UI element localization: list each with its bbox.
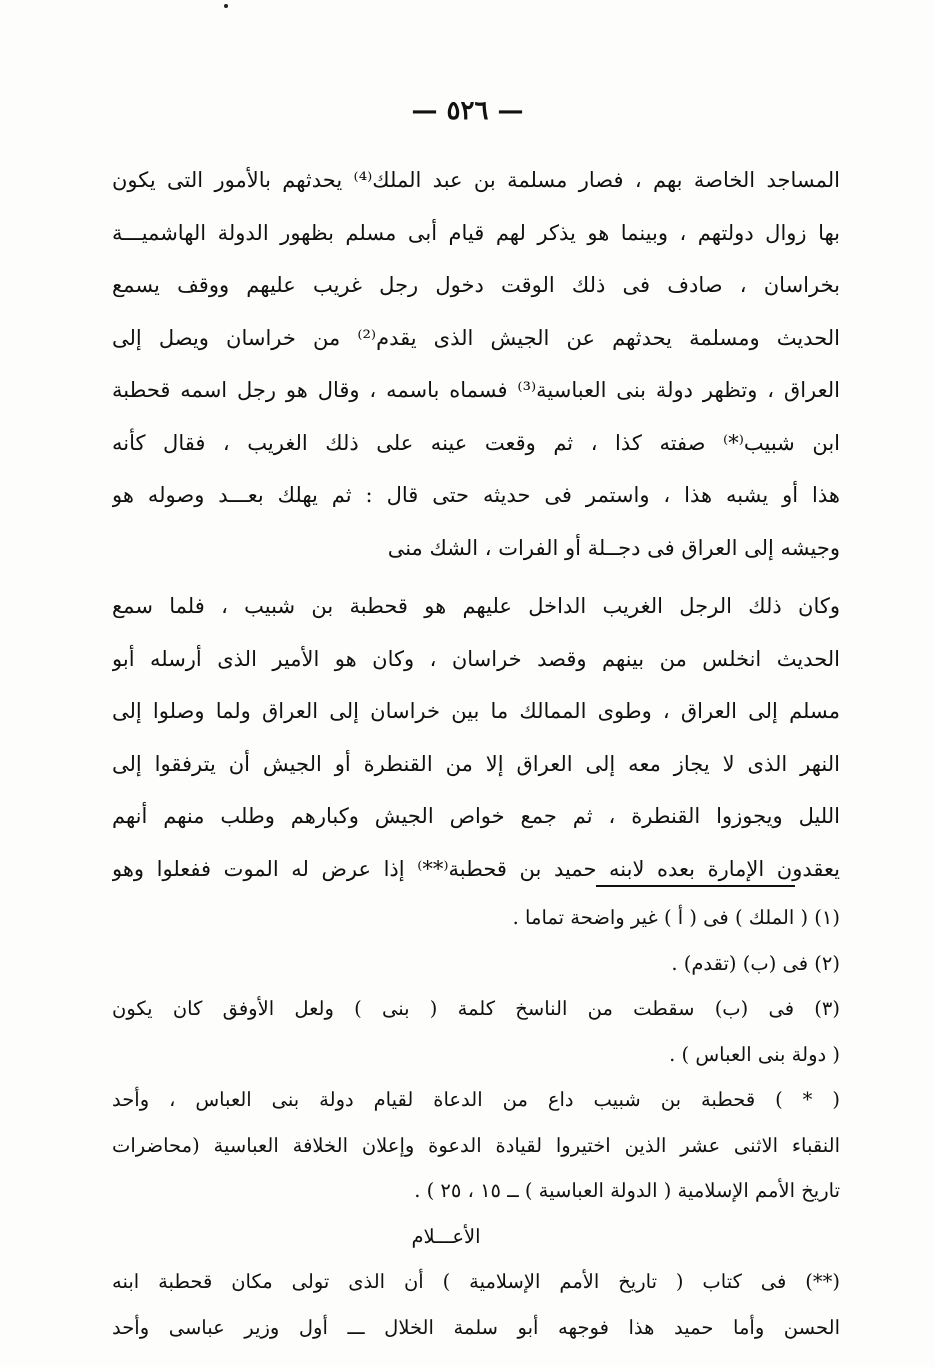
- paragraph-1: [112, 154, 840, 574]
- text-line: النهر الذى لا يجاز معه إلى العراق إلا من القنطرة أو الجيش أن يترفقوا إلى: [112, 751, 840, 776]
- footnote-source-label: الأعـــلام: [411, 1224, 481, 1248]
- text-line: الليل ويجوزوا القنطرة ، ثم جمع خواص الجيش وكبارهم وطلب منهم أنهم: [112, 804, 840, 828]
- text-line: يعقدون الإمارة بعده لابنه حميد بن قحطبة⁽**⁾ إذا عرض له الموت ففعلوا وهو: [112, 856, 840, 881]
- ink-speck: [224, 4, 228, 8]
- text-line: بخراسان ، صادف فى ذلك الوقت دخول رجل غريب عليهم ووقف يسمع: [112, 273, 840, 297]
- footnote-separator: [596, 885, 795, 887]
- text-line: الحديث انخلس من بينهم وقصد خراسان ، وكان هو الأمير الذى أرسله أبو: [112, 646, 840, 671]
- footnote-line: (**) فى كتاب ( تاريخ الأمم الإسلامية ) أن الذى تولى مكان قحطبة ابنه: [112, 1270, 840, 1293]
- footnote-line: النقباء الاثنى عشر الذين اختيروا لقيادة الدعوة وإعلان الخلافة العباسية (محاضرات: [112, 1133, 840, 1157]
- page-number: — ٥٢٦ —: [411, 96, 524, 126]
- footnote-line: (٣) فى (ب) سقطت من الناسخ كلمة ( بنى ) ولعل الأوفق كان يكون: [112, 997, 840, 1020]
- text-line: مسلم إلى العراق ، وطوى الممالك ما بين خراسان إلى العراق ولما وصلوا إلى: [112, 699, 840, 723]
- text-line: المساجد الخاصة بهم ، فصار مسلمة بن عبد الملك⁽⁴⁾ يحدثهم بالأمور التى يكون: [112, 168, 840, 192]
- text-line: بها زوال دولتهم ، وبينما هو يذكر لهم قيام أبى مسلم بظهور الدولة الهاشميـــة: [112, 220, 840, 245]
- footnote-line: (٢) فى (ب) (تقدم) .: [671, 951, 840, 975]
- text-line: الحديث ومسلمة يحدثهم عن الجيش الذى يقدم⁽²⁾ من خراسان ويصل إلى: [112, 325, 840, 350]
- text-line: هذا أو يشبه هذا ، واستمر فى حديثه حتى قال : ثم يهلك بعـــد وصوله هو: [112, 483, 840, 507]
- text-line: العراق ، وتظهر دولة بنى العباسية⁽³⁾ فسماه باسمه ، وقال هو رجل اسمه قحطبة: [112, 378, 840, 402]
- footnote-line: ( * ) قحطبة بن شبيب داع من الدعاة لقيام دولة بنى العباس ، وأحد: [112, 1088, 840, 1111]
- text-line: ابن شبيب⁽*⁾ صفته كذا ، ثم وقعت عينه على ذلك الغريب ، فقال كأنه: [112, 430, 840, 455]
- footnote-line: ( دولة بنى العباس ) .: [669, 1042, 840, 1066]
- footnote-line: تاريخ الأمم الإسلامية ( الدولة العباسية ) ــ ١٥ ، ٢٥ ) .: [414, 1179, 840, 1202]
- footnotes: [112, 895, 840, 1350]
- footnote-line: (١) ( الملك ) فى ( أ ) غير واضحة تماما .: [512, 906, 840, 929]
- text-line: وجيشه إلى العراق فى دجــلة أو الفرات ، الشك منى: [387, 535, 840, 560]
- paragraph-2: [112, 580, 840, 895]
- footnote-line: الحسن وأما حميد هذا فوجهه أبو سلمة الخلال ـــ أول وزير عباسى وأحد: [112, 1315, 840, 1339]
- text-line: وكان ذلك الرجل الغريب الداخل عليهم هو قحطبة بن شبيب ، فلما سمع: [112, 594, 840, 618]
